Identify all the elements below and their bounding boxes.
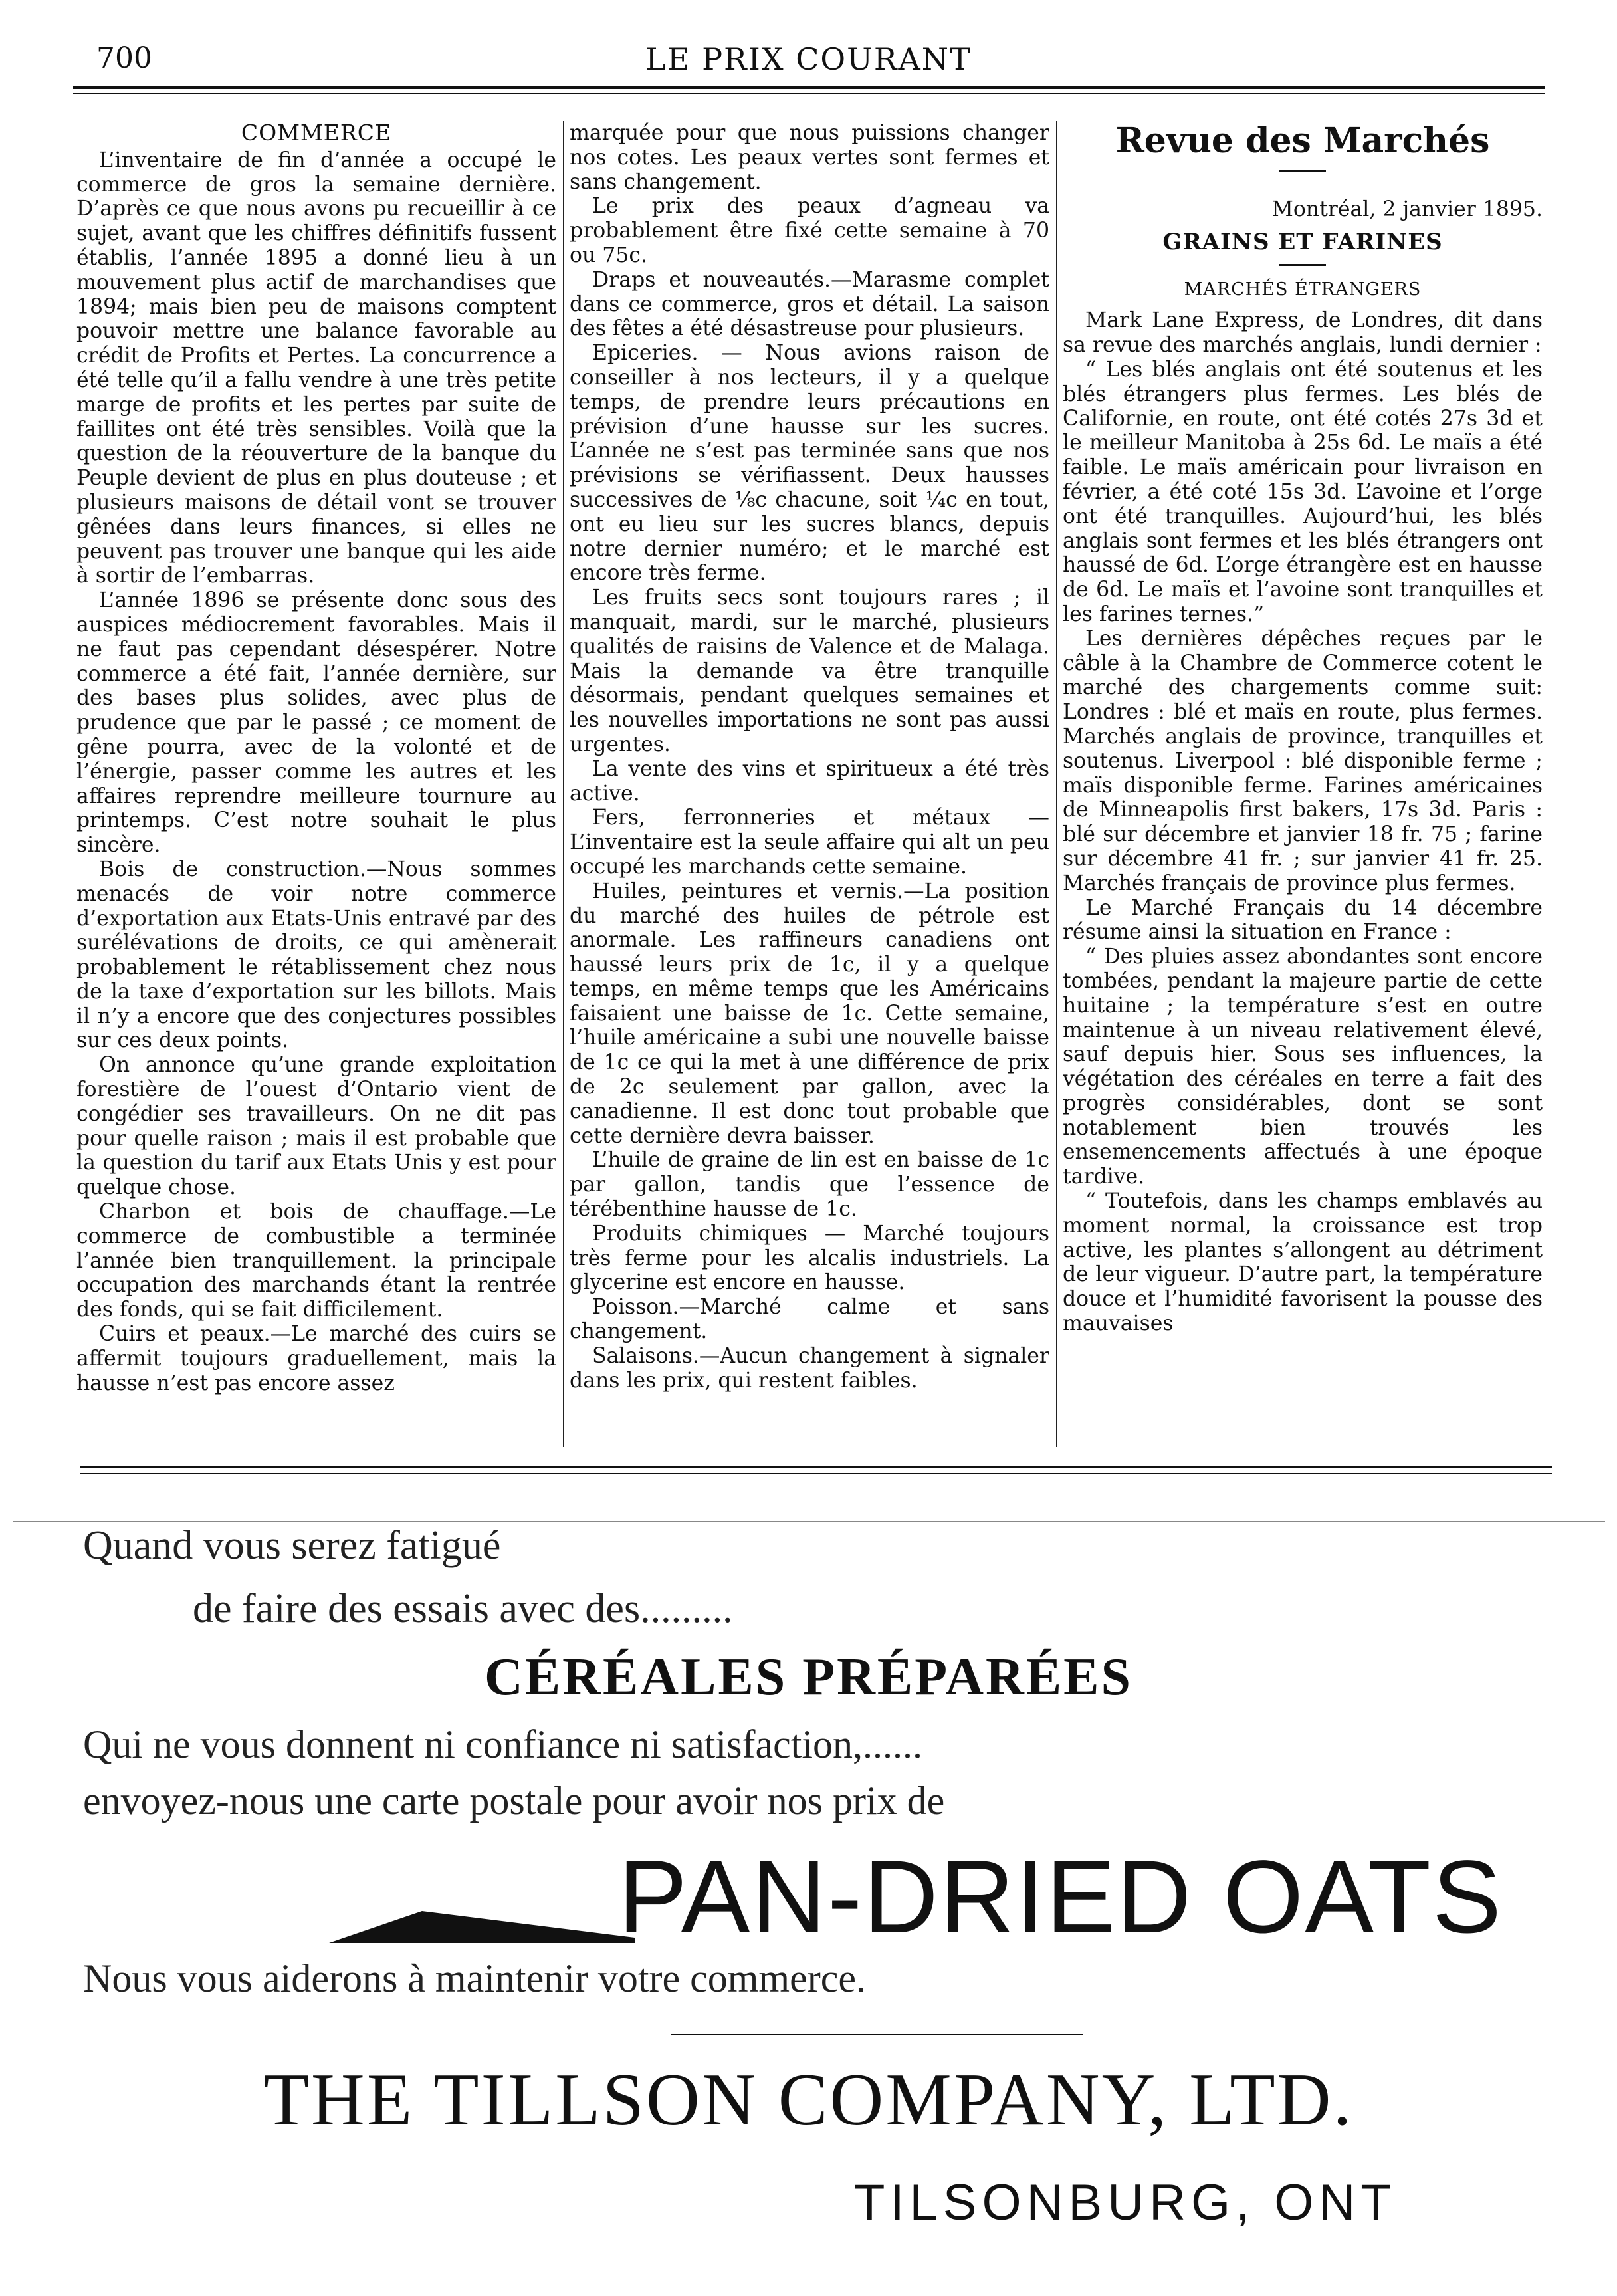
column-separator xyxy=(563,121,564,1447)
ad-line: Quand vous serez fatigué xyxy=(83,1523,501,1568)
paragraph: Epiceries. — Nous avions raison de conseiller à nos lecteurs, il y a quelque temps, de prendre leurs précautions en prévision d’une hausse sur les sucres. L’année ne s’est pas terminée sans que nos prévisions se vérifiassent. Deux hausses successives de ⅛c chacune, soit ¼c en tout, ont eu lieu sur les sucres blancs, depuis notre dernier numéro; et le marché est encore très ferme. xyxy=(570,341,1049,586)
ad-line: envoyez-nous une carte postale pour avoir nos prix de xyxy=(83,1779,945,1823)
dateline: Montréal, 2 janvier 1895. xyxy=(1271,197,1543,221)
short-rule xyxy=(1279,170,1326,172)
paragraph: Le prix des peaux d’agneau va probablement être fixé cette semaine à 70 ou 75c. xyxy=(570,194,1049,267)
paragraph: Bois de construction.—Nous sommes menacés de voir notre commerce d’exportation aux Etats-Unis entravé par des surélévations de droits, ce qui amènerait probablement le rétablissement chez nous de la taxe d’exportation sur les billots. Mais il n’y a encore que des conjectures possibles sur ces deux points. xyxy=(76,857,556,1053)
column-2 xyxy=(570,121,1049,1447)
ad-line: de faire des essais avec des......... xyxy=(193,1586,733,1631)
column-separator xyxy=(1056,121,1057,1447)
paragraph: “ Des pluies assez abondantes sont encore tombées, pendant la majeure partie de cette huitaine ; la température s’est en outre maintenue à un niveau relativement élevé, sauf depuis hier. Sous ses influences, la végétation des céréales en terre a fait des progrès considérables, dont se sont notablement bien trouvés les ensemencements affectués à une époque tardive. xyxy=(1063,945,1543,1189)
wedge-rule-icon xyxy=(329,1891,635,1944)
paragraph: “ Les blés anglais ont été soutenus et les blés étrangers plus fermes. Les blés de Californie, en route, ont été cotés 27s 3d et le meilleur Manitoba à 25s 6d. Le maïs a été faible. Le maïs américain pour livraison en février, a été coté 15s 3d. L’avoine et l’orge ont été tranquilles. Aujourd’hui, les blés anglais sont fermes et les blés étrangers ont haussé de 6d. L’orge étrangère est en hausse de 6d. Le maïs et l’avoine sont tranquilles et les farines ternes.” xyxy=(1063,357,1543,626)
subsection-heading: MARCHÉS ÉTRANGERS xyxy=(1184,279,1422,300)
paragraph: On annonce qu’une grande exploitation forestière de l’ouest d’Ontario vient de congédier ses travailleurs. On ne dit pas pour quelle raison ; mais il est probable que la question du tarif aux Etats Unis y est pour quelque chose. xyxy=(76,1053,556,1200)
ad-line: Nous vous aiderons à maintenir votre commerce. xyxy=(83,1956,866,2000)
journal-title: LE PRIX COURANT xyxy=(645,41,972,77)
paragraph: Poisson.—Marché calme et sans changement. xyxy=(570,1295,1049,1344)
ad-top-rule xyxy=(13,1521,1605,1522)
short-rule xyxy=(1279,264,1326,266)
paragraph: Mark Lane Express, de Londres, dit dans sa revue des marchés anglais, lundi dernier : xyxy=(1063,308,1543,358)
paragraph: Les dernières dépêches reçues par le câble à la Chambre de Commerce cotent le marché des chargements comme suit: Londres : blé et maïs en route, plus fermes. Marchés anglais de province, tranquilles et soutenus. Liverpool : blé disponible ferme ; maïs disponible ferme. Farines américaines de Minneapolis first bakers, 17s 3d. Paris : blé sur décembre et janvier 18 fr. 75 ; farine sur décembre 41 fr. ; sur janvier 41 fr. 25. Marchés français de province plus fermes. xyxy=(1063,626,1543,895)
paragraph: L’huile de graine de lin est en baisse de 1c par gallon, tandis que l’essence de térébenthine hausse de 1c. xyxy=(570,1148,1049,1222)
paragraph: L’inventaire de fin d’année a occupé le commerce de gros la semaine dernière. D’après ce que nous avons pu recueillir à ce sujet, avant que les chiffres définitifs fussent établis, l’année 1895 a donné lieu à un mouvement plus actif de marchandises que 1894; mais bien peu de maisons comptent pouvoir mettre une balance favorable au crédit de Profits et Pertes. La concurrence a été telle qu’il a fallu vendre à une très petite marge de profits et les pertes par suite de faillites ont été très sensibles. Voilà que la question de la réouverture de la banque du Peuple devient de plus en plus douteuse ; et plusieurs maisons de détail vont se trouver gênées dans leurs finances, si elles ne peuvent pas trouver une banque qui les aide à sortir de l’embarras. xyxy=(76,148,556,588)
page-number: 700 xyxy=(96,41,152,75)
market-review-heading: Revue des Marchés xyxy=(1115,121,1490,161)
paragraph: Produits chimiques — Marché toujours très ferme pour les alcalis industriels. La glycerine est encore en hausse. xyxy=(570,1221,1049,1295)
header-rule xyxy=(73,86,1545,89)
paragraph: marquée pour que nous puissions changer nos cotes. Les peaux vertes sont fermes et sans changement. xyxy=(570,121,1049,194)
section-rule xyxy=(80,1466,1552,1468)
paragraph: Fers, ferronneries et métaux — L’inventaire est la seule affaire qui alt un peu occupé les marchands cette semaine. xyxy=(570,806,1049,879)
paragraph: Salaisons.—Aucun changement à signaler dans les prix, qui restent faibles. xyxy=(570,1343,1049,1393)
paragraph: La vente des vins et spiritueux a été très active. xyxy=(570,756,1049,806)
paragraph: Draps et nouveautés.—Marasme complet dans ce commerce, gros et détail. La saison des fêtes a été désastreuse pour plusieurs. xyxy=(570,267,1049,341)
column-1 xyxy=(76,121,556,1447)
paragraph: Les fruits secs sont toujours rares ; il manquait, mardi, sur le marché, plusieurs qualités de raisins de Valence et de Malaga. Mais la demande va être tranquille désormais, pendant quelques semaines et les nouvelles importations ne sont pas aussi urgentes. xyxy=(570,586,1049,756)
header-rule-thin xyxy=(73,93,1545,94)
ad-line: Qui ne vous donnent ni confiance ni satisfaction,...... xyxy=(83,1722,923,1766)
commerce-heading: COMMERCE xyxy=(241,121,392,146)
ad-heading: CÉRÉALES PRÉPARÉES xyxy=(485,1648,1132,1706)
paragraph: Le Marché Français du 14 décembre résume ainsi la situation en France : xyxy=(1063,895,1543,945)
ad-divider xyxy=(671,2034,1083,2035)
company-city: TILSONBURG, ONT xyxy=(854,2174,1397,2231)
company-name: THE TILLSON COMPANY, LTD. xyxy=(263,2059,1354,2141)
paragraph: Cuirs et peaux.—Le marché des cuirs se affermit toujours graduellement, mais la hausse n’est pas encore assez xyxy=(76,1322,556,1395)
column-3 xyxy=(1063,121,1543,1447)
section-heading: GRAINS ET FARINES xyxy=(1162,228,1443,255)
paragraph: L’année 1896 se présente donc sous des auspices médiocrement favorables. Mais il ne faut pas cependant désespérer. Notre commerce a été fait, l’année dernière, sur des bases plus solides, avec plus de prudence que par le passé ; ce moment de gêne pourra, avec de la volonté et de l’énergie, passer comme les autres et les affaires reprendre meilleure tournure au printemps. C’est notre souhait le plus sincère. xyxy=(76,588,556,858)
ad-product-name: PAN-DRIED OATS xyxy=(618,1839,1503,1955)
paragraph: Huiles, peintures et vernis.—La position du marché des huiles de pétrole est anormale. Les raffineurs canadiens ont haussé leurs prix de 1c, il y a quelque temps, en même temps que les Américains faisaient une baisse de 1c. Cette semaine, l’huile américaine a subi une nouvelle baisse de 1c ce qui la met à une différence de prix de 2c seulement par gallon, avec la canadienne. Il est donc tout probable que cette dernière devra baisser. xyxy=(570,879,1049,1148)
section-rule-thin xyxy=(80,1473,1552,1474)
paragraph: Charbon et bois de chauffage.—Le commerce de combustible a terminée l’année bien tranquillement. la principale occupation des marchands étant la rentrée des fonds, qui se fait difficilement. xyxy=(76,1200,556,1322)
paragraph: “ Toutefois, dans les champs emblavés au moment normal, la croissance est trop active, les plantes s’allongent au détriment de leur vigueur. D’autre part, la température douce et l’humidité favorisent la pousse des mauvaises xyxy=(1063,1189,1543,1336)
